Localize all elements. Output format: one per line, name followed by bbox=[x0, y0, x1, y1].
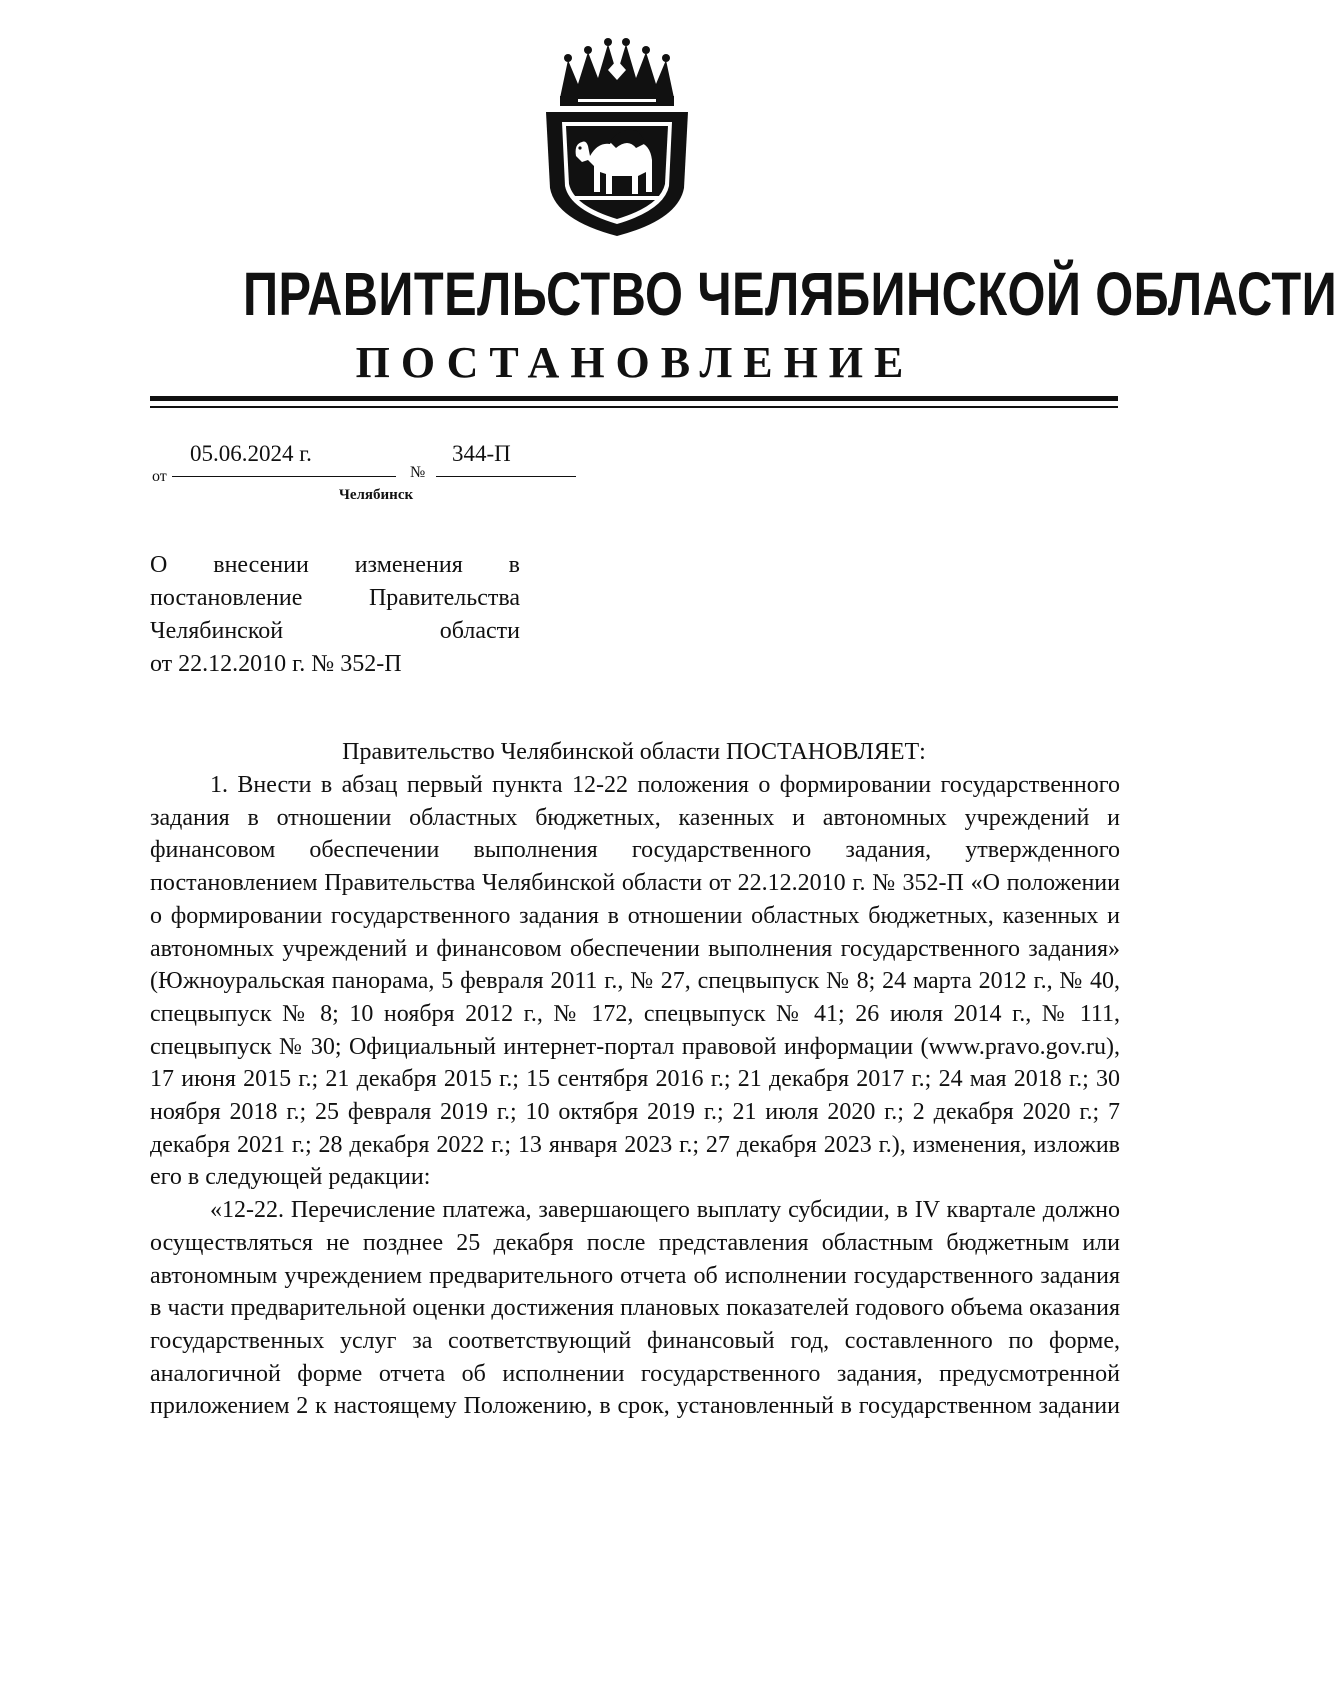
document-type-title: ПОСТАНОВЛЕНИЕ bbox=[355, 338, 915, 387]
header-divider-thick bbox=[150, 396, 1118, 401]
authority-title: ПРАВИТЕЛЬСТВО ЧЕЛЯБИНСКОЙ ОБЛАСТИ bbox=[243, 260, 1337, 328]
body-paragraph: 1. Внести в абзац первый пункта 12-22 положения о формировании государственного задания в отношении областных бюджетных, казенных и автономных учреждений и финансовом обеспечении выполнения государственного задания, утвержденного постановлением Правительства Челябинской области от 22.12.2010 г. № 352-П «О положении о формировании государственного задания в отношении областных бюджетных, казенных и автономных учреждений и финансовом обеспечении выполнения государственного задания» (Южноуральская панорама, 5 февраля 2011 г., № 27, спецвыпуск № 8; 24 марта 2012 г., № 40, спецвыпуск № 8; 10 ноября 2012 г., № 172, спецвыпуск № 41; 26 июля 2014 г., № 111, спецвыпуск № 30; Официальный интернет-портал правовой информации (www.pravo.gov.ru), 17 июня 2015 г.; 21 декабря 2015 г.; 15 сентября 2016 г.; 21 декабря 2017 г.; 24 мая 2018 г.; 30 ноября 2018 г.; 25 февраля 2019 г.; 10 октября 2019 г.; 21 июля 2020 г.; 2 декабря 2020 г.; 7 декабря 2021 г.; 28 декабря 2022 г.; 13 января 2023 г.; 27 декабря 2023 г.), изменения, изложив его в следующей редакции: bbox=[150, 772, 1120, 1191]
document-body bbox=[150, 769, 1120, 1423]
number-prefix: № bbox=[410, 464, 426, 481]
document-subject bbox=[150, 549, 520, 681]
date-underline bbox=[172, 476, 396, 477]
preamble: Правительство Челябинской области ПОСТАНОВЛЯЕТ: bbox=[342, 739, 926, 765]
number-underline bbox=[436, 476, 576, 477]
subject-line: О внесении изменения в bbox=[150, 552, 520, 578]
city-label: Челябинск bbox=[338, 487, 414, 503]
subject-line: от 22.12.2010 г. № 352-П bbox=[150, 651, 402, 677]
coat-of-arms-icon bbox=[538, 38, 696, 238]
subject-line: постановление Правительства bbox=[150, 585, 520, 611]
crown-icon bbox=[560, 38, 674, 106]
document-date: 05.06.2024 г. bbox=[190, 441, 312, 466]
document-number: 344-П bbox=[452, 441, 511, 466]
body-paragraph: «12-22. Перечисление платежа, завершающего выплату субсидии, в IV квартале должно осуществляться не позднее 25 декабря после представления областным бюджетным или автономным учреждением предварительного отчета об исполнении государственного задания в части предварительной оценки достижения плановых показателей годового объема оказания государственных услуг за соответствующий финансовый год, составленного по форме, аналогичной форме отчета об исполнении государственного задания, предусмотренной приложением 2 к настоящему Положению, в срок, установленный в государственном задании bbox=[150, 1197, 1120, 1420]
subject-line: Челябинской области bbox=[150, 618, 520, 644]
date-prefix: от bbox=[152, 468, 167, 485]
header-divider-thin bbox=[150, 406, 1118, 408]
